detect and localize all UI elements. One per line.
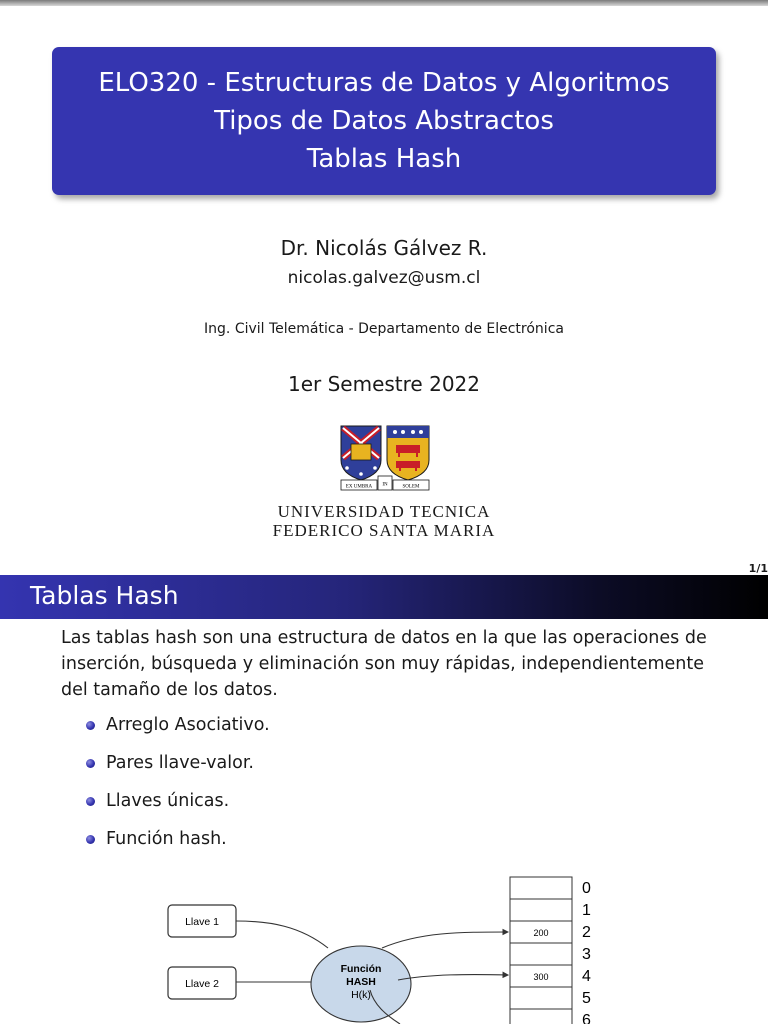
semester-date: 1er Semestre 2022 — [287, 372, 480, 396]
hash-label-line-2: HASH — [346, 976, 376, 988]
topic-title: Tipos de Datos Abstractos — [214, 106, 554, 136]
university-crest-logo — [337, 422, 433, 494]
course-title: ELO320 - Estructuras de Datos y Algoritmos — [98, 68, 670, 98]
top-shadow — [0, 0, 768, 6]
table-index-0: 0 — [582, 880, 591, 897]
hash-label-line-1: Función — [340, 963, 382, 975]
frame-title-bar — [0, 575, 768, 619]
bullet-icon — [86, 835, 95, 844]
table-index-6: 6 — [582, 1012, 591, 1024]
bullet-text: Llaves únicas. — [106, 791, 230, 811]
key1-connector — [236, 921, 328, 948]
table-index-4: 4 — [582, 968, 591, 985]
title-block — [52, 47, 716, 195]
frame-title: Tablas Hash — [30, 581, 179, 610]
institute: Ing. Civil Telemática - Departamento de Electrónica — [204, 321, 564, 337]
list-item — [86, 712, 270, 750]
hash-table-diagram — [160, 870, 620, 1024]
table-index-2: 2 — [582, 924, 591, 941]
intro-paragraph: Las tablas hash son una estructura de datos en la que las operaciones de inserción, búsqueda y eliminación son muy rápidas, independientemente del tamaño de los datos. — [61, 628, 707, 700]
bullet-text: Pares llave-valor. — [106, 753, 254, 773]
page-number: 1/1 — [748, 562, 768, 575]
table-row — [510, 899, 572, 921]
list-item — [86, 826, 270, 864]
university-name-line-2: FEDERICO SANTA MARIA — [272, 521, 496, 540]
table-value-4: 300 — [533, 972, 549, 982]
hash-label-line-3: H(k) — [351, 989, 371, 1001]
hash-table — [510, 877, 591, 1024]
motto-middle: IN — [382, 482, 388, 488]
table-row — [510, 943, 572, 965]
list-item — [86, 750, 270, 788]
table-row — [510, 1009, 572, 1024]
table-index-5: 5 — [582, 990, 591, 1007]
university-name-line-1: UNIVERSIDAD TECNICA — [277, 502, 491, 521]
author-name: Dr. Nicolás Gálvez R. — [280, 236, 488, 260]
bullet-text: Función hash. — [106, 829, 227, 849]
table-row — [510, 877, 572, 899]
author-email: nicolas.galvez@usm.cl — [287, 268, 481, 288]
key-label-2: Llave 2 — [185, 978, 219, 990]
bullet-icon — [86, 797, 95, 806]
table-index-3: 3 — [582, 946, 591, 963]
bullet-icon — [86, 721, 95, 730]
subtopic-title: Tablas Hash — [306, 144, 462, 174]
motto-right: SOLEM — [402, 484, 420, 490]
key-label-1: Llave 1 — [185, 916, 219, 928]
table-index-1: 1 — [582, 902, 591, 919]
list-item — [86, 788, 270, 826]
table-row — [510, 987, 572, 1009]
bullet-text: Arreglo Asociativo. — [106, 715, 270, 735]
hash-to-slot-2-arrow — [382, 932, 508, 948]
bullet-list — [86, 712, 270, 864]
bullet-icon — [86, 759, 95, 768]
table-value-2: 200 — [533, 928, 549, 938]
hash-to-slot-4-arrow — [398, 975, 508, 980]
motto-left: EX UMBRA — [345, 484, 373, 490]
